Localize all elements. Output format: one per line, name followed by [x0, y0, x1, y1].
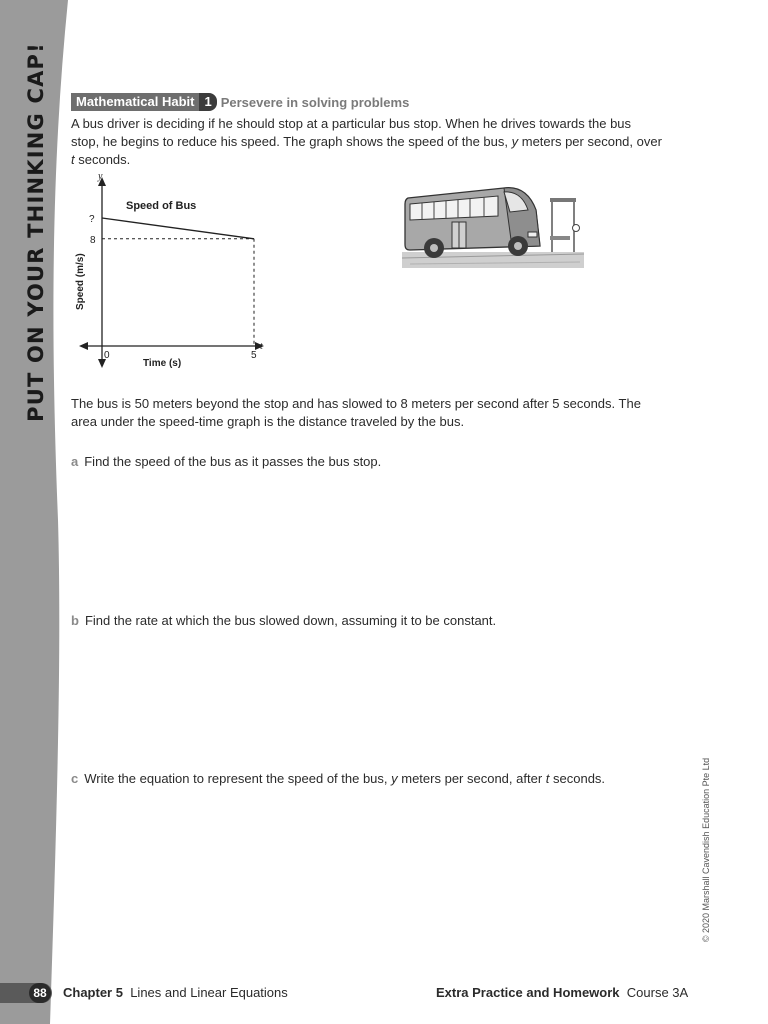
habit-tag: Mathematical Habit — [71, 93, 199, 111]
question-text: Find the rate at which the bus slowed down, assuming it to be constant. — [84, 613, 497, 628]
question-text: Find the speed of the bus as it passes the bus stop. — [84, 454, 382, 469]
question-letter: a — [71, 454, 79, 469]
y-axis-label: Speed (m/s) — [75, 253, 86, 310]
context-paragraph — [71, 395, 671, 431]
bus-illustration — [400, 180, 586, 277]
chapter-label: Chapter 5 — [63, 985, 123, 1000]
speed-time-graph — [64, 168, 284, 378]
y-axis-var: y — [98, 171, 103, 182]
intro-paragraph — [71, 115, 671, 169]
footer-chapter — [63, 985, 288, 1000]
side-band — [0, 0, 70, 1024]
book-label: Extra Practice and Homework — [436, 985, 620, 1000]
intro-line-1: A bus driver is deciding if he should stop at a particular bus stop. When he drives towards the bus — [71, 116, 632, 131]
question-a — [71, 453, 381, 471]
speed-time-chart — [64, 168, 284, 373]
copyright-notice: © 2020 Marshall Cavendish Education Pte Ltd — [701, 757, 711, 943]
chapter-title: Lines and Linear Equations — [130, 985, 288, 1000]
footer-book — [436, 985, 688, 1000]
habit-title: Persevere in solving problems — [220, 94, 410, 110]
habit-number: 1 — [199, 93, 216, 111]
x-axis-arrow-left — [79, 342, 88, 350]
y-tick-label: 8 — [90, 234, 96, 246]
habit-header — [71, 93, 409, 111]
course-label: Course 3A — [626, 985, 689, 1000]
origin-label: 0 — [104, 350, 110, 361]
page-footer — [0, 982, 768, 1004]
intro-line-3: t seconds. — [71, 152, 131, 167]
side-banner-title: PUT ON YOUR THINKING CAP! — [24, 42, 48, 422]
question-b — [71, 612, 496, 630]
x-tick-label: 5 — [251, 350, 257, 361]
intro-line-2: stop, he begins to reduce his speed. The graph shows the speed of the bus, y meters per second, over — [71, 134, 662, 149]
y-tick-label-unknown: ? — [89, 214, 95, 225]
series-line — [102, 218, 254, 239]
chart-title: Speed of Bus — [126, 200, 197, 212]
x-axis-var: t — [260, 341, 263, 352]
bus-image — [400, 180, 586, 272]
context-line-2: area under the speed-time graph is the distance traveled by the bus. — [71, 414, 465, 429]
page-number: 88 — [29, 983, 51, 1003]
question-letter: b — [71, 613, 79, 628]
x-axis-label: Time (s) — [143, 358, 182, 369]
context-line-1: The bus is 50 meters beyond the stop and has slowed to 8 meters per second after 5 seconds. The — [71, 396, 641, 411]
question-letter: c — [71, 771, 79, 786]
question-c: c Write the equation to represent the speed of the bus, y meters per second, after t seconds. — [71, 771, 606, 786]
